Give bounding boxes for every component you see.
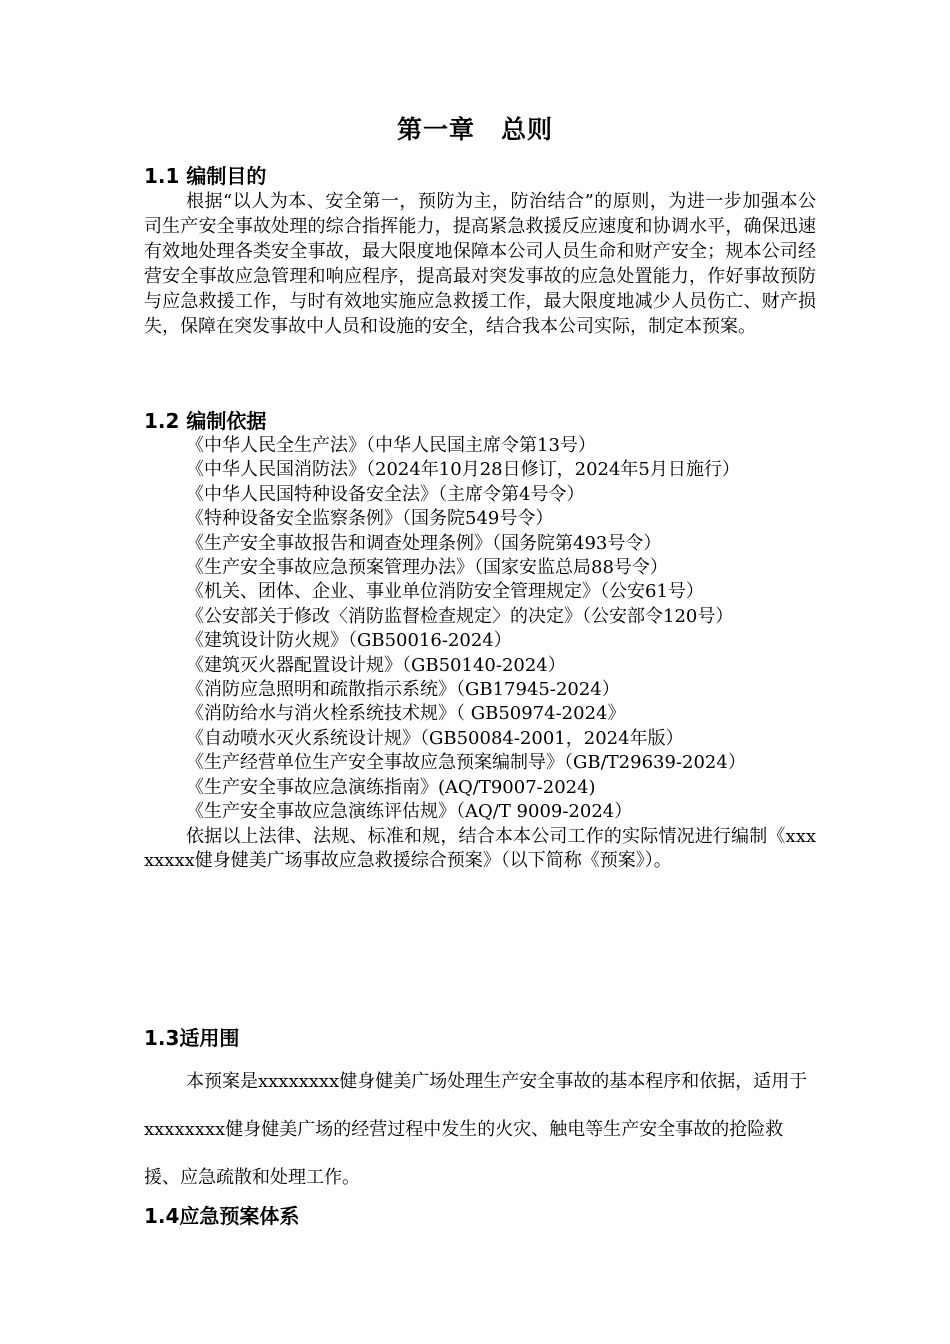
list-item: 《中华人民国特种设备安全法》（主席令第4号令） — [186, 483, 585, 505]
section-heading-system: 1.4应急预案体系 — [144, 1204, 300, 1228]
list-item: 《建筑灭火器配置设计规》（GB50140-2024） — [186, 654, 566, 676]
basis-closing-paragraph: 依据以上法律、法规、标准和规，结合本本公司工作的实际情况进行编制《xxxxxxxx健身健美广场事故应急救援综合预案》（以下简称《预案》）。 — [144, 825, 816, 871]
scope-paragraph: 本预案是xxxxxxxx健身健美广场处理生产安全事故的基本程序和依据，适用于xxxxxxxx健身健美广场的经营过程中发生的火灾、触电等生产安全事故的抢险救援、应急疏散和处理工作。 — [144, 1071, 808, 1188]
list-item: 《自动喷水灭火系统设计规》（GB50084-2001，2024年版） — [186, 727, 684, 749]
list-item: 《消防给水与消火栓系统技术规》（ GB50974-2024》 — [186, 703, 626, 725]
list-item: 《生产安全事故应急演练评估规》（AQ/T 9009-2024） — [186, 801, 633, 823]
list-item: 《生产安全事故报告和调查处理条例》（国务院第493号令） — [186, 532, 662, 554]
list-item: 《中华人民全生产法》（中华人民国主席令第13号） — [186, 435, 596, 456]
basis-list — [144, 434, 834, 873]
list-item: 《特种设备安全监察条例》（国务院549号令） — [186, 508, 554, 530]
list-item: 《公安部关于修改〈消防监督检查规定〉的决定》（公安部令120号） — [186, 605, 734, 627]
list-item: 《消防应急照明和疏散指示系统》（GB17945-2024） — [186, 679, 620, 701]
purpose-paragraph: 根据“以人为本、安全第一，预防为主，防治结合”的原则，为进一步加强本公司生产安全事故处理的综合指挥能力，提高紧急救援反应速度和协调水平，确保迅速有效地处理各类安全事故，最大限度地保障本公司人员生命和财产安全；规本公司经营安全事故应急管理和响应程序，提高最对突发事故的应急处置能力，作好事故预防与应急救援工作，与时有效地实施应急救援工作，最大限度地减少人员伤亡、财产损失，保障在突发事故中人员和设施的安全，结合我本公司实际，制定本预案。 — [144, 191, 816, 337]
list-item: 《生产安全事故应急预案管理办法》（国家安监总局88号令） — [186, 557, 668, 579]
list-item: 《建筑设计防火规》（GB50016-2024） — [186, 630, 512, 652]
section-heading-purpose: 1.1 编制目的 — [144, 164, 267, 188]
chapter-title: 第一章 总则 — [396, 115, 553, 144]
list-item: 《机关、团体、企业、事业单位消防安全管理规定》（公安61号） — [186, 581, 704, 603]
section-heading-basis: 1.2 编制依据 — [144, 409, 267, 433]
list-item: 《中华人民国消防法》（2024年10月28日修订，2024年5月日施行） — [186, 459, 740, 481]
section-heading-scope: 1.3适用围 — [144, 1026, 240, 1050]
list-item: 《生产经营单位生产安全事故应急预案编制导》（GB/T29639-2024） — [186, 752, 746, 774]
list-item: 《生产安全事故应急演练指南》(AQ/T9007-2024) — [186, 776, 596, 798]
